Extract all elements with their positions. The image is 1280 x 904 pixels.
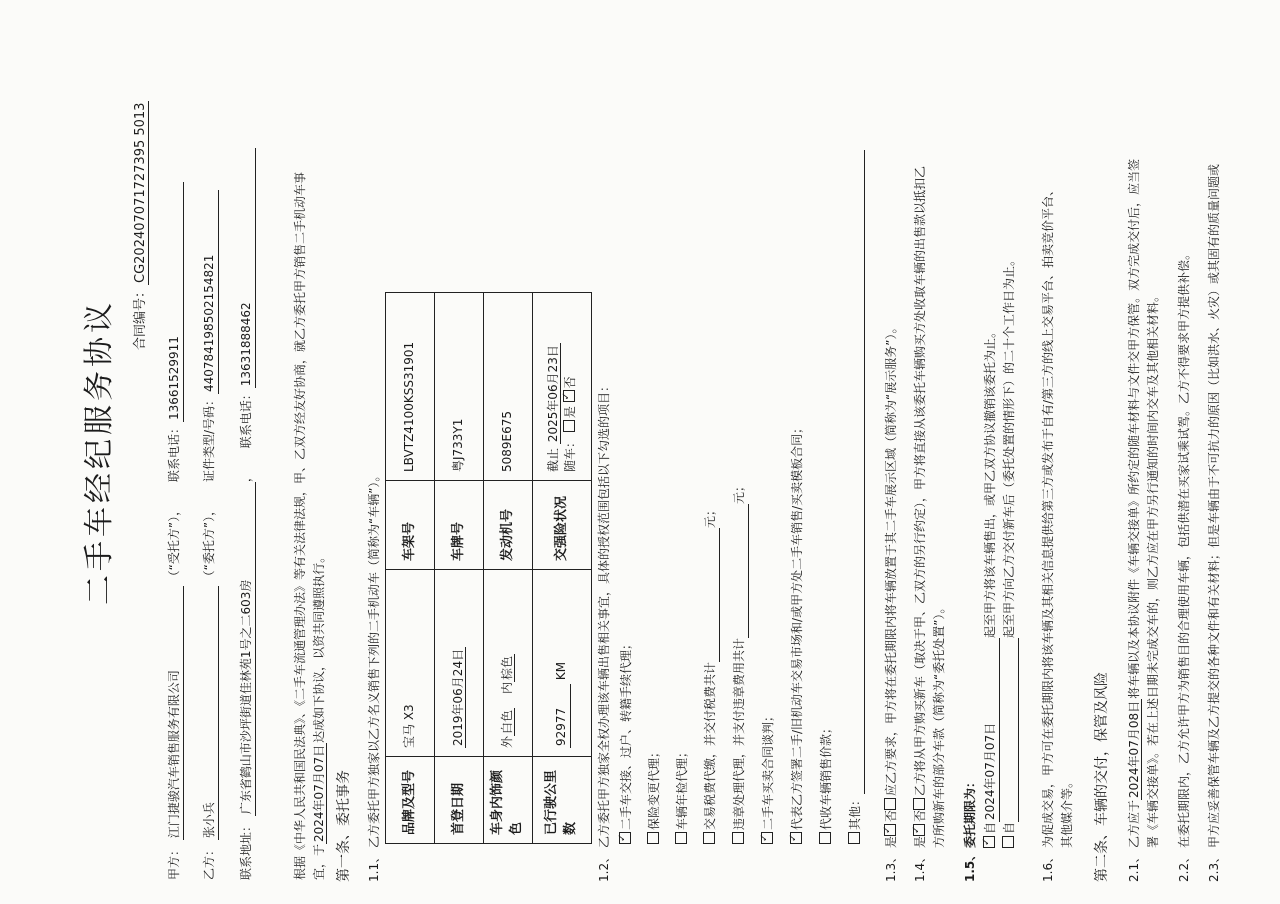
clause-2-1-line-2: 署《车辆交接单》。若在上述日期未完成交车的，则乙方应在甲方另行通知的时间内交车及其他相关材料。	[1146, 289, 1160, 848]
clause-1-6-text: 为促成交易，甲方可在委托期限内将该车辆及其相关信息提供给第三方或发布于自有/第三方的线上交易平台、拍卖竞价平台、	[1041, 183, 1055, 848]
option-5-unit: 元；	[732, 479, 746, 504]
term-2-from: 自	[1002, 821, 1016, 834]
party-b-phone-label: 联系电话：	[239, 388, 253, 449]
clause-2-1-num: 2.1、	[1127, 850, 1141, 882]
checkbox-checked-icon	[619, 832, 631, 844]
section-1-title: 第一条、委托事务	[336, 770, 352, 882]
insurance-with-car-label: 随车：	[563, 435, 577, 472]
checkbox-icon	[732, 832, 744, 844]
clause-1-3-yes: 是	[884, 835, 898, 848]
cell-plate-label: 车牌号	[435, 481, 484, 570]
party-b-row	[201, 190, 219, 880]
checkbox-icon	[563, 420, 575, 432]
checkbox-checked-icon	[563, 390, 575, 402]
document-title: 二手车经纪服务协议	[82, 299, 117, 605]
option-2-text: 保险变更代理；	[647, 745, 661, 830]
option-5	[731, 480, 749, 844]
option-3-text: 车辆年检代理；	[675, 745, 689, 830]
option-8-text: 代收车辆销售价款；	[819, 721, 833, 830]
clause-1-5	[962, 776, 979, 882]
option-1	[618, 638, 635, 844]
address-tail: ，	[239, 470, 253, 483]
preamble-prefix: 宜，于	[312, 843, 326, 880]
option-4	[702, 504, 720, 844]
clause-2-3-text: 甲方应妥善保管车辆及乙方提交的各种文件和有关材料；但是车辆由于不可抗力的原因（比如洪水、火灾）或其固有的质量问题或	[1207, 163, 1221, 848]
section-2-title: 第二条、车辆的交付，保管及风险	[1094, 672, 1110, 882]
party-b-id: 440784198502154821	[201, 190, 219, 394]
cell-color-label: 车身内饰颜色	[484, 757, 533, 844]
party-a-name: 江门捷骏汽车销售服务有限公司	[166, 586, 184, 840]
exterior-label: 外	[500, 735, 515, 748]
clause-2-1-prefix: 乙方应于	[1127, 799, 1141, 848]
clause-2-3	[1206, 164, 1223, 882]
cell-insurance-label: 交强险状况	[533, 481, 592, 570]
checkbox-checked-icon	[761, 832, 773, 844]
checkbox-checked-icon	[913, 824, 925, 836]
checkbox-icon	[848, 832, 860, 844]
clause-1-1-num: 1.1、	[367, 850, 381, 882]
clause-1-4-yes: 是	[913, 835, 927, 848]
option-5-text: 违章处理代理，并支付违章费用共计	[732, 637, 746, 830]
cell-vin-label: 车架号	[386, 481, 435, 570]
party-b-name: 张小兵	[201, 586, 219, 840]
cell-engine-value: 5089E675	[484, 293, 533, 481]
cell-mileage-label: 已行驶公里数	[533, 757, 592, 844]
clause-1-6-num: 1.6、	[1041, 850, 1055, 882]
contract-number-label: 合同编号：	[133, 284, 148, 350]
clause-2-2	[1176, 248, 1193, 882]
clause-2-1-date: 2024年07月08日	[1127, 700, 1141, 798]
clause-2-2-text: 在委托期限内，乙方允许甲方为销售目的合理使用车辆，包括供潜在买家试乘试驾。乙方不得要求甲方提供补偿。	[1177, 247, 1191, 848]
party-a-phone-label: 联系电话：	[167, 422, 181, 483]
address-value: 广东省鹤山市沙坪街道佳林苑1号之二603房	[238, 482, 256, 816]
checkbox-icon	[703, 832, 715, 844]
term-option-1	[982, 326, 1000, 848]
cell-first-reg-label: 首登日期	[435, 757, 484, 844]
cell-engine-label: 发动机号	[484, 481, 533, 570]
clause-1-4-text: 乙方将从甲方购买新车（取决于甲、乙双方的另行约定），甲方将直接从该委托车辆购买方处收取车辆的出售款以抵扣乙	[913, 165, 927, 796]
preamble-line-1: 根据《中华人民共和国民法典》、《二手车流通管理办法》等有关法律法规，甲、乙双方经友好协商，就乙方委托甲方销售二手机动车事	[293, 171, 307, 880]
cell-mileage-value	[533, 570, 592, 757]
term-1-from: 自	[983, 821, 997, 834]
clause-1-1	[366, 470, 383, 882]
option-9-text: 其他：	[848, 793, 862, 830]
interior-label: 内	[500, 681, 515, 694]
party-b-role: （“委托方”），	[202, 503, 216, 583]
contract-number-value: CG202407071727395 5013	[133, 102, 148, 283]
table-row	[435, 293, 484, 844]
checkbox-icon	[1002, 836, 1014, 848]
clause-2-1-text: 将车辆以及本协议附件《车辆交接单》所约定的随车材料与文件交甲方保管。双方完成交付后，应当签	[1127, 158, 1141, 699]
clause-1-6	[1040, 184, 1057, 882]
option-2	[646, 746, 663, 844]
address-row	[238, 148, 256, 880]
clause-1-4-line-2: 方所购新车的部分车款（简称为“委托处置”）。	[932, 601, 946, 848]
clause-1-2-num: 1.2、	[597, 850, 611, 882]
option-1-text: 二手车交接、过户、转籍手续代理；	[619, 637, 633, 830]
vehicle-table	[385, 292, 592, 844]
interior-color: 棕色	[500, 655, 515, 680]
clause-1-4-no: 否	[913, 809, 927, 822]
clause-1-4-num: 1.4、	[913, 850, 927, 882]
option-4-unit: 元；	[703, 503, 717, 528]
mileage: 92977	[553, 684, 571, 748]
checkbox-icon	[647, 832, 659, 844]
party-a-phone: 13661529911	[166, 182, 184, 422]
clause-1-2-text: 乙方委托甲方独家全权办理该车辆出售相关事宜，具体的授权范围包括以下勾选的项目：	[597, 379, 611, 848]
clause-2-1	[1126, 159, 1143, 882]
party-b-phone: 13631888462	[238, 148, 256, 388]
party-b-label: 乙方：	[202, 843, 216, 880]
clause-1-4	[912, 166, 929, 882]
option-3	[674, 746, 691, 844]
term-1-date: 2024年07月07日	[982, 638, 1000, 822]
clause-2-2-num: 2.2、	[1177, 850, 1191, 882]
checkbox-checked-icon	[790, 832, 802, 844]
cell-color-value	[484, 570, 533, 757]
term-1-text: 起至甲方将该车辆售出，或甲乙双方协议撤销该委托为止。	[983, 325, 997, 638]
term-2-text: 起至甲方向乙方交付新车后（委托处置的情形下）的二十个工作日为止。	[1002, 253, 1016, 638]
clause-1-3-num: 1.3、	[884, 850, 898, 882]
clause-1-3-text: 应乙方要求，甲方将在委托期限内将车辆放置于其二手车展示区域（简称为“展示服务”）。	[884, 321, 898, 796]
checkbox-icon	[819, 832, 831, 844]
option-9	[847, 150, 865, 844]
clause-1-5-num: 1.5、	[963, 848, 977, 882]
term-option-2	[1001, 254, 1019, 848]
insurance-until-date: 2025年06月23日	[545, 345, 560, 443]
clause-1-6-line-2: 其他媒介等。	[1060, 775, 1074, 848]
clause-2-3-num: 2.3、	[1207, 850, 1221, 882]
option-7-text: 代表乙方签署二手/旧机动车交易市场和/或甲方处二手车销售/买卖模板合同；	[790, 421, 804, 830]
exterior-color: 白色	[500, 709, 515, 734]
party-a-row	[166, 182, 184, 880]
insurance-yes: 是	[563, 406, 577, 419]
clause-1-1-text: 乙方委托甲方独家以乙方名义销售下列的二手机动车（简称为“车辆”）。	[367, 469, 381, 848]
party-a-label: 甲方：	[167, 843, 181, 880]
option-6-text: 二手车买卖合同谈判；	[761, 709, 775, 830]
cell-brand-value: 宝马 X3	[386, 570, 435, 757]
option-8	[818, 722, 835, 844]
cell-insurance-value	[533, 293, 592, 481]
option-4-text: 交易税费代缴，并交付税费共计	[703, 661, 717, 830]
checkbox-icon	[884, 798, 896, 810]
party-b-id-label: 证件类型/号码：	[202, 394, 216, 483]
table-row	[484, 293, 533, 844]
cell-plate-value: 粤J733Y1	[435, 293, 484, 481]
clause-1-3-no: 否	[884, 809, 898, 822]
mileage-unit: KM	[553, 661, 568, 681]
clause-1-5-label: 委托期限为：	[963, 775, 977, 848]
preamble-line-2	[311, 551, 328, 880]
cell-first-reg-value	[435, 570, 484, 757]
contract-number	[132, 101, 151, 350]
cell-vin-value: LBVTZ4100KSS31901	[386, 293, 435, 481]
table-row	[386, 293, 435, 844]
preamble-date: 2024年07月07日	[312, 744, 326, 842]
party-a-role: （“受托方”），	[167, 503, 181, 583]
preamble-suffix: 达成如下协议，以资共同遵照执行。	[312, 550, 326, 743]
checkbox-checked-icon	[884, 824, 896, 836]
insurance-no: 否	[563, 376, 577, 389]
checkbox-checked-icon	[983, 836, 995, 848]
checkbox-icon	[675, 832, 687, 844]
clause-1-3	[883, 322, 900, 882]
first-reg-date: 2019年06月24日	[451, 648, 466, 746]
insurance-until-label: 截止	[545, 447, 560, 472]
option-6	[760, 710, 777, 844]
checkbox-icon	[913, 798, 925, 810]
option-7	[789, 422, 806, 844]
cell-brand-label: 品牌及型号	[386, 757, 435, 844]
table-row	[533, 293, 592, 844]
address-label: 联系地址：	[239, 819, 253, 880]
clause-1-2	[596, 380, 613, 882]
